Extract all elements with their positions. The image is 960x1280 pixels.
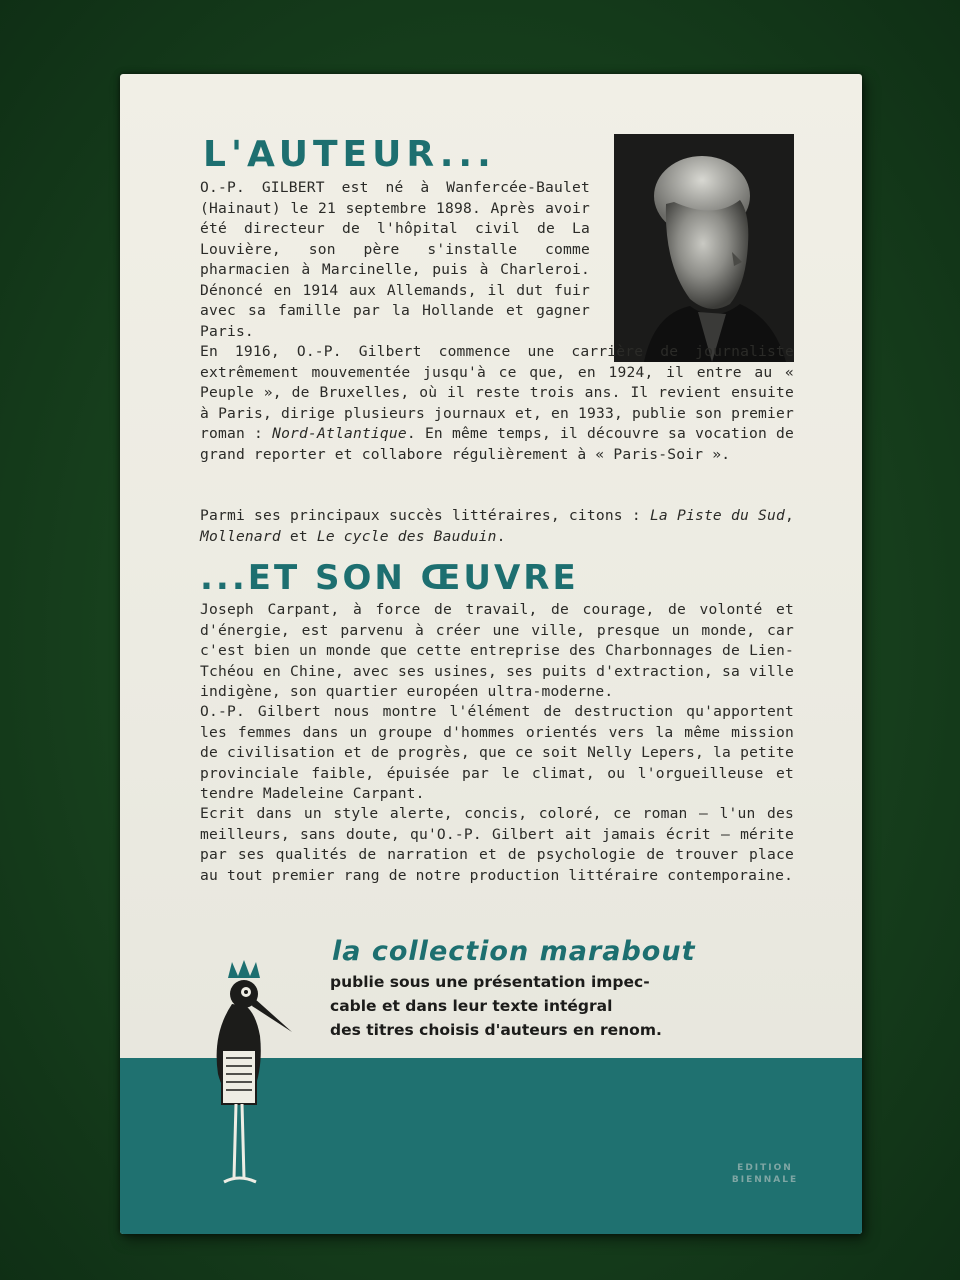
separator-1: , [785,507,794,524]
publisher-mark [720,1162,810,1186]
author-paragraph-3-intro: Parmi ses principaux succès littéraires, citons : [200,507,650,524]
book-title-mollenard: Mollenard [200,527,281,545]
work-paragraph-2: O.-P. Gilbert nous montre l'élément de destruction qu'apportent les femmes dans un groupe d'hommes orientés vers la même mission de civilisation et de progrès, que ce soit Nelly Lepers, la petite provinciale faible, épuisée par le climat, ou l'orgueilleuse et tendre Madeleine Carpant. [200,703,794,802]
author-portrait-photo [614,134,794,362]
book-title-cycle-des-bauduin: Le cycle des Bauduin [316,527,497,545]
author-paragraph-2-text-a: En 1916, O.-P. Gilbert commence une carrière de journaliste extrêmement mouvementée jusqu'à ce que, en 1924, il entre au « Peuple », de Bruxelles, où il reste trois ans. Il revient ensuite à Paris, dirige plusieurs journaux et, en 1933, publie son premier roman : [200,343,794,442]
collection-title: la collection marabout [332,936,696,967]
crown-icon [228,960,260,978]
collection-line-1: publie sous une présentation impec- [330,973,650,991]
collection-description [330,970,690,1042]
work-paragraph-1: Joseph Carpant, à force de travail, de courage, de volonté et d'énergie, est parvenu à créer une ville, presque un monde, car c'est bien un monde que cette entreprise des Charbonnages de Lien-Tchéou en Chine, avec ses usines, ses puits d'extraction, sa ville indigène, son quartier européen ultra-moderne. [200,601,794,700]
author-paragraph-2 [200,342,794,465]
separator-2: et [280,527,317,545]
collection-line-3: des titres choisis d'auteurs en renom. [330,1021,662,1039]
collection-line-2: cable et dans leur texte intégral [330,997,613,1015]
edition-line-2: BIENNALE [731,1175,799,1185]
paragraph-end: . [496,527,506,545]
edition-line-1: EDITION [737,1163,793,1173]
author-paragraph-1: O.-P. GILBERT est né à Wanfercée-Baulet (Hainaut) le 21 septembre 1898. Après avoir été directeur de l'hôpital civil de La Louvière, son père s'installe comme pharmacien à Marcinelle, puis à Charleroi. Dénoncé en 1914 aux Allemands, il dut fuir avec sa famille par la Hollande et gagner Paris. [200,179,590,340]
work-paragraph-3: Ecrit dans un style alerte, concis, coloré, ce roman — l'un des meilleurs, sans doute, qu'O.-P. Gilbert ait jamais écrit — mérite par ses qualités de narration et de psychologie de trouver place au tout premier rang de notre production littéraire contemporaine. [200,805,794,884]
marabout-bird-logo [202,954,302,1214]
author-heading: L'AUTEUR... [203,134,496,175]
portrait-drawing [614,134,794,362]
book-back-cover [120,74,862,1234]
author-paragraph-2-text-b: . En même temps, il découvre sa vocation de grand reporter et collabore régulièrement à « Paris-Soir ». [200,425,795,463]
author-paragraph-3 [200,506,794,547]
work-heading: ...ET SON ŒUVRE [200,558,579,598]
book-title-la-piste-du-sud: La Piste du Sud [649,507,785,524]
book-title-nord-atlantique: Nord-Atlantique [272,425,407,442]
